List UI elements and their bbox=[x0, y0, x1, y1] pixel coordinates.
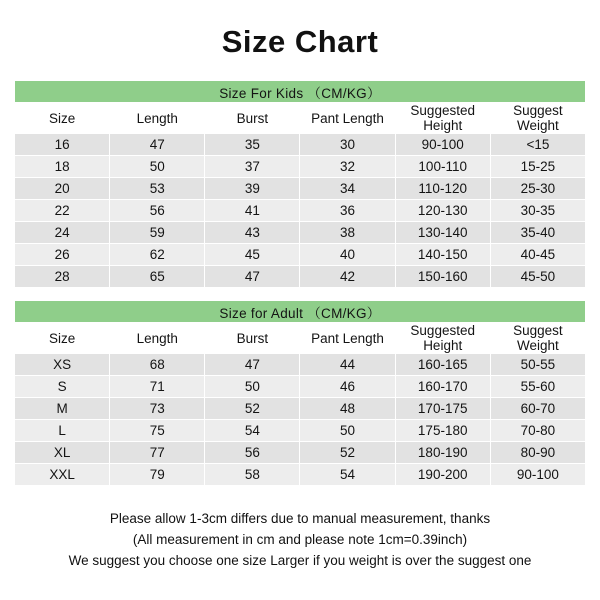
kids-table-banner: Size For Kids （CM/KG） bbox=[15, 81, 586, 103]
adult-size-table bbox=[14, 300, 586, 486]
cell-suggest-weight: 80-90 bbox=[490, 442, 585, 464]
cell-pant-length: 32 bbox=[300, 156, 395, 178]
cell-pant-length: 48 bbox=[300, 398, 395, 420]
cell-size: S bbox=[15, 376, 110, 398]
cell-length: 50 bbox=[110, 156, 205, 178]
cell-pant-length: 34 bbox=[300, 178, 395, 200]
table-spacer bbox=[14, 288, 586, 300]
cell-suggested-height: 170-175 bbox=[395, 398, 490, 420]
cell-length: 79 bbox=[110, 464, 205, 486]
cell-suggest-weight: 40-45 bbox=[490, 244, 585, 266]
cell-length: 47 bbox=[110, 134, 205, 156]
cell-suggest-weight: 60-70 bbox=[490, 398, 585, 420]
cell-length: 73 bbox=[110, 398, 205, 420]
cell-suggested-height: 180-190 bbox=[395, 442, 490, 464]
cell-suggested-height: 130-140 bbox=[395, 222, 490, 244]
cell-burst: 39 bbox=[205, 178, 300, 200]
cell-suggested-height: 160-165 bbox=[395, 354, 490, 376]
kids-table-header-row bbox=[15, 103, 586, 134]
cell-length: 65 bbox=[110, 266, 205, 288]
cell-size: 18 bbox=[15, 156, 110, 178]
cell-suggested-height: 175-180 bbox=[395, 420, 490, 442]
cell-suggest-weight: 35-40 bbox=[490, 222, 585, 244]
cell-suggest-weight: 55-60 bbox=[490, 376, 585, 398]
table-row bbox=[15, 222, 586, 244]
adult-table-header-row bbox=[15, 323, 586, 354]
adult-header-burst: Burst bbox=[205, 323, 300, 354]
cell-size: XS bbox=[15, 354, 110, 376]
cell-size: XL bbox=[15, 442, 110, 464]
cell-suggested-height: 140-150 bbox=[395, 244, 490, 266]
adult-table-banner-row bbox=[15, 301, 586, 323]
table-row bbox=[15, 420, 586, 442]
cell-length: 75 bbox=[110, 420, 205, 442]
table-row bbox=[15, 354, 586, 376]
cell-length: 59 bbox=[110, 222, 205, 244]
cell-pant-length: 50 bbox=[300, 420, 395, 442]
cell-burst: 47 bbox=[205, 354, 300, 376]
cell-suggest-weight: 50-55 bbox=[490, 354, 585, 376]
cell-burst: 50 bbox=[205, 376, 300, 398]
cell-pant-length: 44 bbox=[300, 354, 395, 376]
cell-burst: 35 bbox=[205, 134, 300, 156]
kids-header-suggested-height: Suggested Height bbox=[395, 103, 490, 134]
note-line-2: (All measurement in cm and please note 1cm=0.39inch) bbox=[132, 532, 468, 547]
cell-burst: 56 bbox=[205, 442, 300, 464]
kids-header-size: Size bbox=[15, 103, 110, 134]
cell-pant-length: 42 bbox=[300, 266, 395, 288]
cell-size: 16 bbox=[15, 134, 110, 156]
cell-size: 24 bbox=[15, 222, 110, 244]
cell-burst: 54 bbox=[205, 420, 300, 442]
cell-suggest-weight: 25-30 bbox=[490, 178, 585, 200]
table-row bbox=[15, 200, 586, 222]
table-row bbox=[15, 464, 586, 486]
cell-suggest-weight: 45-50 bbox=[490, 266, 585, 288]
adult-table-banner: Size for Adult （CM/KG） bbox=[15, 301, 586, 323]
cell-pant-length: 40 bbox=[300, 244, 395, 266]
page-title: Size Chart bbox=[221, 24, 379, 59]
cell-pant-length: 46 bbox=[300, 376, 395, 398]
cell-burst: 45 bbox=[205, 244, 300, 266]
cell-size: 20 bbox=[15, 178, 110, 200]
cell-suggested-height: 100-110 bbox=[395, 156, 490, 178]
kids-header-length: Length bbox=[110, 103, 205, 134]
kids-header-pant-length: Pant Length bbox=[300, 103, 395, 134]
adult-header-pant-length: Pant Length bbox=[300, 323, 395, 354]
cell-size: L bbox=[15, 420, 110, 442]
cell-suggested-height: 90-100 bbox=[395, 134, 490, 156]
table-row bbox=[15, 156, 586, 178]
cell-size: 22 bbox=[15, 200, 110, 222]
cell-suggest-weight: 70-80 bbox=[490, 420, 585, 442]
cell-pant-length: 52 bbox=[300, 442, 395, 464]
cell-pant-length: 38 bbox=[300, 222, 395, 244]
cell-burst: 47 bbox=[205, 266, 300, 288]
table-row bbox=[15, 376, 586, 398]
cell-burst: 58 bbox=[205, 464, 300, 486]
table-row bbox=[15, 266, 586, 288]
cell-pant-length: 54 bbox=[300, 464, 395, 486]
note-line-1: Please allow 1-3cm differs due to manual measurement, thanks bbox=[109, 511, 491, 526]
notes-block bbox=[14, 508, 586, 571]
cell-size: 26 bbox=[15, 244, 110, 266]
cell-suggest-weight: <15 bbox=[490, 134, 585, 156]
cell-pant-length: 30 bbox=[300, 134, 395, 156]
kids-header-burst: Burst bbox=[205, 103, 300, 134]
cell-suggest-weight: 30-35 bbox=[490, 200, 585, 222]
cell-size: XXL bbox=[15, 464, 110, 486]
kids-header-suggest-weight: Suggest Weight bbox=[490, 103, 585, 134]
cell-burst: 43 bbox=[205, 222, 300, 244]
adult-header-suggest-weight: Suggest Weight bbox=[490, 323, 585, 354]
kids-size-table bbox=[14, 80, 586, 288]
table-row bbox=[15, 178, 586, 200]
cell-suggested-height: 190-200 bbox=[395, 464, 490, 486]
adult-header-suggested-height: Suggested Height bbox=[395, 323, 490, 354]
adult-header-size: Size bbox=[15, 323, 110, 354]
cell-length: 53 bbox=[110, 178, 205, 200]
cell-size: M bbox=[15, 398, 110, 420]
cell-length: 56 bbox=[110, 200, 205, 222]
adult-header-length: Length bbox=[110, 323, 205, 354]
table-row bbox=[15, 244, 586, 266]
cell-suggest-weight: 90-100 bbox=[490, 464, 585, 486]
cell-burst: 41 bbox=[205, 200, 300, 222]
cell-suggested-height: 120-130 bbox=[395, 200, 490, 222]
table-row bbox=[15, 134, 586, 156]
cell-size: 28 bbox=[15, 266, 110, 288]
cell-pant-length: 36 bbox=[300, 200, 395, 222]
kids-table-banner-row bbox=[15, 81, 586, 103]
note-line-3: We suggest you choose one size Larger if you weight is over the suggest one bbox=[68, 553, 532, 568]
cell-suggested-height: 150-160 bbox=[395, 266, 490, 288]
table-row bbox=[15, 398, 586, 420]
cell-suggested-height: 160-170 bbox=[395, 376, 490, 398]
cell-suggested-height: 110-120 bbox=[395, 178, 490, 200]
cell-burst: 52 bbox=[205, 398, 300, 420]
cell-length: 77 bbox=[110, 442, 205, 464]
cell-suggest-weight: 15-25 bbox=[490, 156, 585, 178]
cell-length: 71 bbox=[110, 376, 205, 398]
cell-burst: 37 bbox=[205, 156, 300, 178]
table-row bbox=[15, 442, 586, 464]
cell-length: 62 bbox=[110, 244, 205, 266]
cell-length: 68 bbox=[110, 354, 205, 376]
